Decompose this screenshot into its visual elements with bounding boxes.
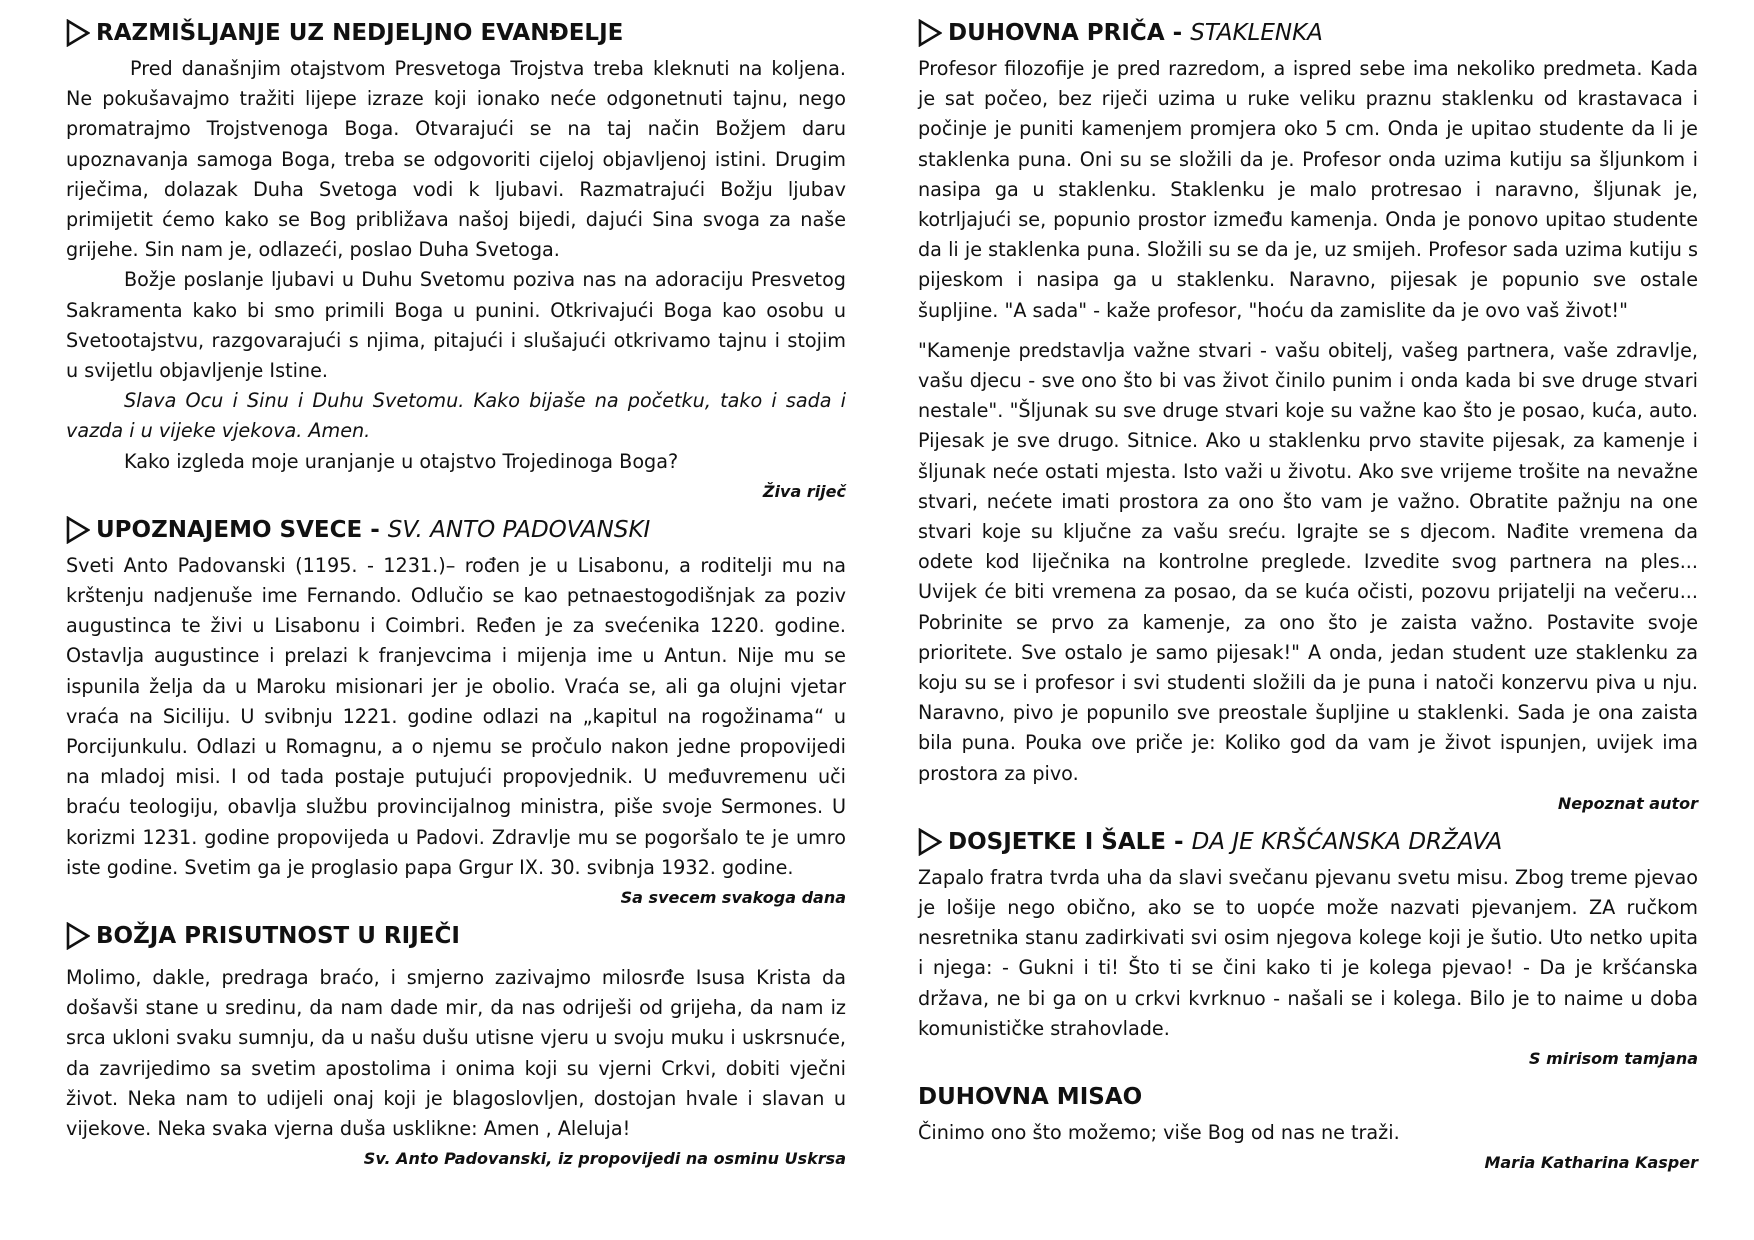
left-column [66,14,846,1178]
question-paragraph: Kako izgleda moje uranjanje u otajstvo Trojedinoga Boga? [124,449,679,473]
section-heading [918,1078,1698,1116]
section-heading [66,511,846,549]
section-heading [918,823,1698,861]
source-attribution: Sv. Anto Padovanski, iz propovijedi na osminu Uskrsa [363,1149,846,1169]
paragraph: Pred današnjim otajstvom Presvetoga Trojstva treba kleknuti na koljena. Ne pokušavajmo tražiti lijepe izraze koji ionako neće odgonetnuti tajnu, nego promatrajmo Trojstvenoga Boga. Otvarajući se na taj način Božjem daru upoznavanja samoga Boga, treba se odgovoriti cijeloj objavljenoj istini. Drugim riječima, dolazak Duha Svetoga vodi k ljubavi. Razmatrajući Božju ljubav primijetit ćemo kako se Bog približava našoj bijedi, dajući Sina svoga za naše grijehe. Sin nam je, odlazeći, poslao Duha Svetoga. [66,57,846,262]
section-title: DUHOVNA PRIČA [948,20,1165,46]
triangle-bullet-icon [66,922,90,950]
triangle-bullet-icon [918,19,942,47]
source-attribution: S mirisom tamjana [1529,1049,1698,1069]
title-separator: - [1164,20,1191,46]
paragraph: Molimo, dakle, predraga braćo, i smjerno zazivajmo milosrđe Isusa Krista da došavši stane u sredinu, da nam dade mir, da nas odriješi od grijeha, da nam iz srca ukloni svaku sumnju, da u našu dušu utisne vjeru u svoju muku i uskrsnuće, da zavrijedimo sa svetim apostolima i onima koji su vjerni Crkvi, dobiti vječni život. Neka nam to udijeli onaj koji je blagoslovljen, dostojan hvale i slavan u vijekove. Neka svaka vjerna duša usklikne: Amen , Aleluja! [66,966,846,1141]
source-attribution: Maria Katharina Kasper [1484,1153,1698,1173]
section-subtitle: STAKLENKA [1190,20,1323,46]
title-separator: - [362,516,388,543]
section-title: DOSJETKE I ŠALE [948,828,1167,855]
section-title: RAZMIŠLJANJE UZ NEDJELJNO EVANĐELJE [96,20,624,46]
section-title: BOŽJA PRISUTNOST U RIJEČI [96,923,460,950]
title-separator: - [1166,828,1192,855]
paragraph: Činimo ono što možemo; više Bog od nas ne traži. [918,1121,1400,1145]
source-attribution: Nepoznat autor [1557,793,1698,813]
source-attribution: Sa svecem svakoga dana [620,888,846,908]
paragraph: Zapalo fratra tvrda uha da slavi svečanu pjevanu svetu misu. Zbog treme pjevao je lošije nego obično, ako se to uopće može nazvati pjevanjem. ZA ručkom nesretnika stanu zadirkivati svi osim njegova kolege koji je šutio. Uto netko upita i njega: - Gukni i ti! Što ti se čini kako ti je kolega pjevao! - Da je kršćanska država, ne bi ga on u crkvi kvrknuo - našali se i kolega. Bilo je to naime u doba komunističke strahovlade. [918,865,1698,1040]
prayer-paragraph: Slava Ocu i Sinu i Duhu Svetomu. Kako bijaše na početku, tako i sada i vazda i u vijeke vjekova. Amen. [66,389,846,443]
triangle-bullet-icon [918,828,942,856]
right-column [918,14,1698,1182]
section-title: UPOZNAJEMO SVECE [96,516,363,543]
paragraph: Sveti Anto Padovanski (1195. - 1231.)– rođen je u Lisabonu, a roditelji mu na krštenju nadjenuše ime Fernando. Odlučio se kao petnaestogodišnjak za poziv augustinca te živi u Lisabonu i Coimbri. Ređen je za svećenika 1220. godine. Ostavlja augustince i prelazi k franjevcima i mijenja ime u Antun. Nije mu se ispunila želja da u Maroku misionari jer je obolio. Vraća se, ali ga olujni vjetar vraća na Siciliju. U svibnju 1221. godine odlazi na „kapitul na rogožinama“ u Porcijunkulu. Odlazi u Romagnu, a o njemu se pročulo nakon jedne propovijedi na mladoj misi. I od tada postaje putujući propovjednik. U međuvremenu uči braću teologiju, obavlja službu provincijalnog ministra, piše svoje Sermones. U korizmi 1231. godine propovijeda u Padovi. Zdravlje mu se pogoršalo te je umro iste godine. Svetim ga je proglasio papa Grgur IX. 30. svibnja 1932. godine. [66,553,846,879]
section-subtitle: SV. ANTO PADOVANSKI [387,516,651,543]
section-heading [918,14,1698,52]
triangle-bullet-icon [66,19,90,47]
triangle-bullet-icon [66,516,90,544]
section-heading [66,14,846,52]
section-subtitle: DA JE KRŠĆANSKA DRŽAVA [1191,828,1503,855]
section-heading [66,917,846,955]
paragraph: Božje poslanje ljubavi u Duhu Svetomu poziva nas na adoraciju Presvetog Sakramenta kako bi smo primili Boga u punini. Otkrivajući Boga kao osobu u Svetootajstvu, razgovarajući s njima, pitajući i slušajući otkrivamo tajnu i stojim u svijetlu objavljenje Istine. [66,268,846,383]
paragraph: Profesor filozofije je pred razredom, a ispred sebe ima nekoliko predmeta. Kada je sat počeo, bez riječi uzima u ruke veliku praznu staklenku od krastavaca i počinje je puniti kamenjem promjera oko 5 cm. Onda je upitao studente da li je staklenka puna. Oni su se složili da je. Profesor onda uzima kutiju sa šljunkom i nasipa ga u staklenku. Staklenku je malo protresao i naravno, šljunak je, kotrljajući se, popunio prostor između kamenja. Onda je ponovo upitao studente da li je staklenka puna. Složili su se da je, uz smijeh. Profesor sada uzima kutiju s pijeskom i nasipa ga u staklenku. Naravno, pijesak je popunio sve ostale šupljine. "A sada" - kaže profesor, "hoću da zamislite da je ovo vaš život!" [918,57,1698,322]
section-title: DUHOVNA MISAO [918,1084,1143,1111]
source-attribution: Živa riječ [762,481,846,501]
paragraph: "Kamenje predstavlja važne stvari - vašu obitelj, vašeg partnera, vaše zdravlje, vašu djecu - sve ono što bi vas život činilo punim i onda kada bi sve druge stvari nestale". "Šljunak su sve druge stvari koje su važne kao što je posao, kuća, auto. Pijesak je sve drugo. Sitnice. Ako u staklenku prvo stavite pijesak, za kamenje i šljunak neće ostati mjesta. Isto važi u životu. Ako sve vrijeme trošite na nevažne stvari, nećete imati prostora za ono što vam je važno. Obratite pažnju na one stvari koje su ključne za vašu sreću. Igrajte se s djecom. Nađite vremena da odete kod liječnika na kontrolne preglede. Izvedite svog partnera na ples... Uvijek će biti vremena za posao, da se kuća očisti, pozovu prijatelji na večeru... Pobrinite se prvo za kamenje, za ono što je zaista važno. Postavite svoje prioritete. Sve ostalo je samo pijesak!" A onda, jedan student uze staklenku za koju su se i profesor i svi studenti složili da je puna i natoči konzervu piva u nju. Naravno, pivo je popunilo sve preostale šupljine u staklenki. Sada je ona zaista bila puna. Pouka ove priče je: Koliko god da vam je život ispunjen, uvijek ima prostora za pivo. [918,338,1698,785]
